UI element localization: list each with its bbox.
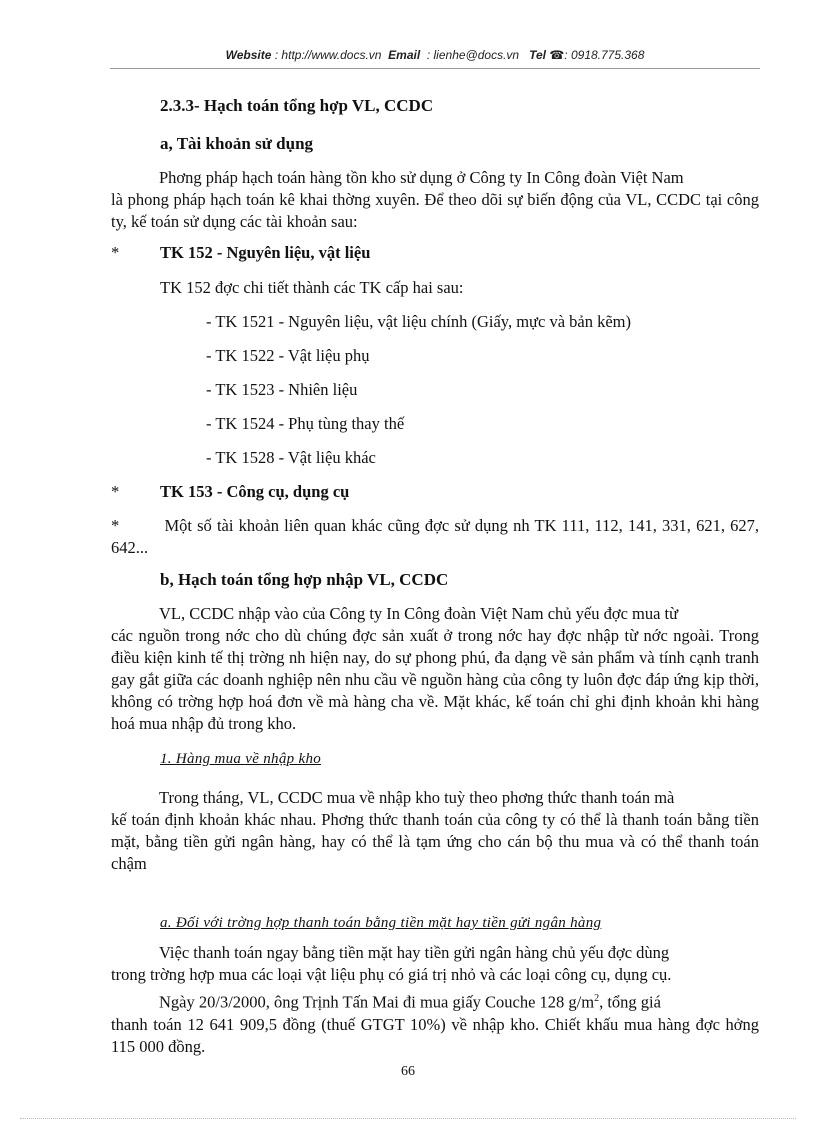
tk153-bullet: * — [111, 482, 120, 501]
paragraph-text: , tổng giá — [599, 992, 661, 1012]
tk152-item: - TK 1523 - Nhiên liệu — [206, 380, 358, 399]
website-label: Website — [225, 48, 272, 62]
tk153-title: TK 153 - Công cụ, dụng cụ — [160, 482, 350, 501]
tk152-item: - TK 1521 - Nguyên liệu, vật liệu chính (Giấy, mực và bản kẽm) — [206, 312, 631, 331]
email-label: Email — [388, 48, 421, 62]
tk152-item: - TK 1528 - Vật liệu khác — [206, 448, 376, 467]
phone-icon: ☎ — [549, 48, 565, 62]
page-number: 66 — [401, 1064, 415, 1079]
paragraph-line — [111, 988, 759, 1014]
paragraph-cash-payment — [111, 942, 759, 986]
paragraph-text: Ngày 20/3/2000, ông Trịnh Tấn Mai đi mua giấy Couche 128 g/m — [159, 992, 595, 1012]
other-accounts-bullet: * — [111, 516, 120, 535]
tk152-item: - TK 1522 - Vật liệu phụ — [206, 346, 370, 365]
paragraph-rest: kế toán định khoản khác nhau. Phơng thức thanh toán của công ty có thể là thanh toán bằng tiền mặt, bằng tiền gửi ngân hàng, hay có thể là tạm ứng cho cán bộ thu mua và có thể thanh toán chậm — [111, 810, 759, 873]
subsection-a-title: a, Tài khoản sử dụng — [160, 134, 314, 153]
subsection-1-title: 1. Hàng mua về nhập kho — [160, 751, 322, 767]
subsection-b-title: b, Hạch toán tổng hợp nhập VL, CCDC — [160, 570, 449, 589]
paragraph-accounting-method — [111, 167, 759, 233]
tk152-title: TK 152 - Nguyên liệu, vật liệu — [160, 243, 371, 262]
paragraph-purchase-payment — [111, 787, 759, 875]
paragraph-rest: là phong pháp hạch toán kê khai thờng xuyên. Để theo dõi sự biến động của VL, CCDC tại công ty, kế toán sử dụng các tài khoản sau: — [111, 190, 759, 231]
paragraph-example-purchase — [111, 988, 759, 1058]
tel-label: Tel — [529, 48, 546, 62]
page-header — [110, 48, 760, 69]
subsection-a2-title: a. Đối với trờng hợp thanh toán bằng tiền mặt hay tiền gửi ngân hàng — [160, 915, 602, 931]
tel-value: : 0918.775.368 — [564, 48, 645, 62]
other-accounts-text: Một số tài khoản liên quan khác cũng đợc sử dụng nh TK 111, 112, 141, 331, 621, 627, 642... — [111, 516, 759, 557]
paragraph-line: Phơng pháp hạch toán hàng tồn kho sử dụng ở Công ty In Công đoàn Việt Nam — [159, 168, 684, 187]
tk152-intro: TK 152 đợc chi tiết thành các TK cấp hai sau: — [160, 278, 464, 297]
paragraph-rest: trong trờng hợp mua các loại vật liệu phụ có giá trị nhỏ và các loại công cụ, dụng cụ. — [111, 965, 672, 984]
section-title: 2.3.3- Hạch toán tổng hợp VL, CCDC — [160, 96, 434, 115]
website-value: : http://www.docs.vn — [274, 48, 382, 62]
paragraph-rest: thanh toán 12 641 909,5 đồng (thuế GTGT 10%) về nhập kho. Chiết khấu mua hàng đợc hởng 115 000 đồng. — [111, 1014, 759, 1056]
tk152-bullet: * — [111, 243, 120, 262]
footer-divider — [20, 1118, 796, 1119]
email-value: : lienhe@docs.vn — [426, 48, 520, 62]
other-accounts — [111, 515, 759, 559]
paragraph-line: Việc thanh toán ngay bằng tiền mặt hay tiền gửi ngân hàng chủ yếu đợc dùng — [159, 943, 670, 962]
paragraph-import-sources — [111, 603, 759, 735]
paragraph-line: VL, CCDC nhập vào của Công ty In Công đoàn Việt Nam chủ yếu đợc mua từ — [159, 604, 679, 623]
paragraph-rest: các nguồn trong nớc cho dù chúng đợc sản xuất ở trong nớc hay đợc nhập từ nớc ngoài. Trong điều kiện kinh tế thị trờng nh hiện nay, do sự phong phú, đa dạng về sản phẩm và tính cạnh tranh gay gắt giữa các doanh nghiệp nên nhu cầu về nguồn hàng của công ty luôn đợc đáp ứng kịp thời, không có trờng hợp hoá đơn về mà hàng cha về. Mặt khác, kế toán chỉ ghi định khoản khi hàng hoá mua nhập đủ trong kho. — [111, 626, 759, 733]
paragraph-line: Trong tháng, VL, CCDC mua về nhập kho tuỳ theo phơng thức thanh toán mà — [159, 788, 675, 807]
tk152-item: - TK 1524 - Phụ tùng thay thế — [206, 414, 405, 433]
superscript: 2 — [594, 993, 600, 1004]
